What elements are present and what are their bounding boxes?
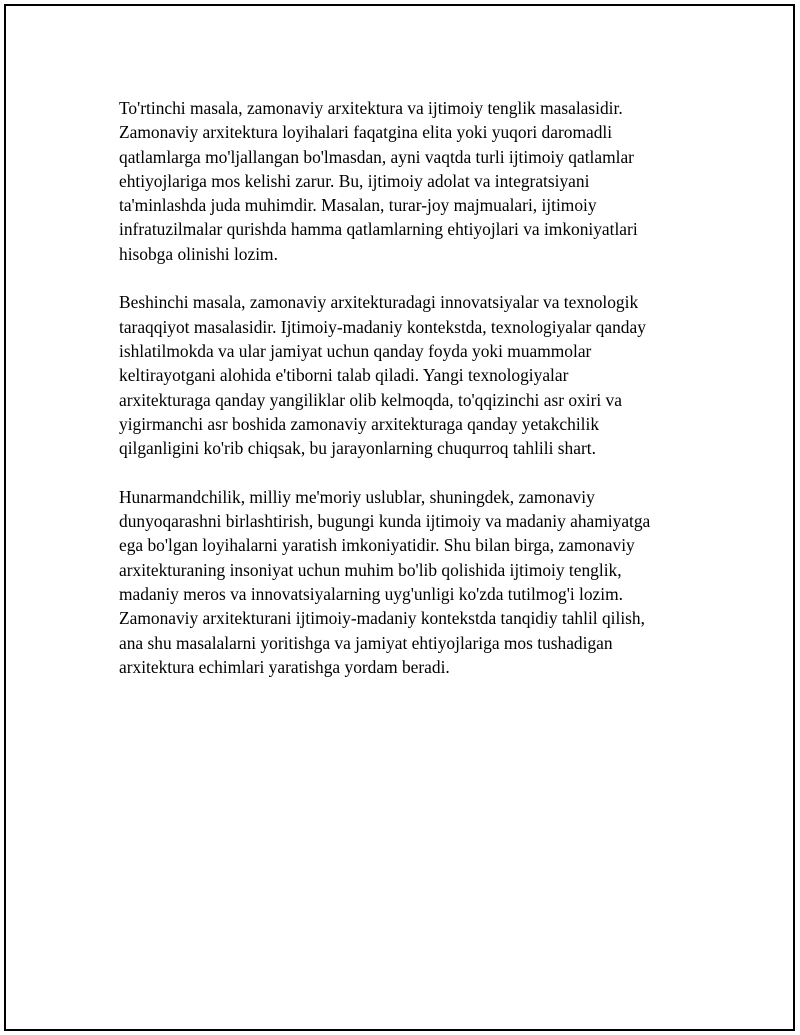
paragraph-2: Beshinchi masala, zamonaviy arxitekturadagi innovatsiyalar va texnologik taraqqiyot masalasidir. Ijtimoiy-madaniy kontekstda, texnologiyalar qanday ishlatilmokda va ular jamiyat uchun qanday foyda yoki muammolar keltirayotgani alohida e'tiborni talab qiladi. Yangi texnologiyalar arxitekturaga qanday yangiliklar olib kelmoqda, to'qqizinchi asr oxiri va yigirmanchi asr boshida zamonaviy arxitekturaga qanday yetakchilik qilganligini ko'rib chiqsak, bu jarayonlarning chuqurroq tahlili shart. (119, 292, 646, 459)
paragraph-3: Hunarmandchilik, milliy me'moriy uslublar, shuningdek, zamonaviy dunyoqarashni birlashtirish, bugungi kunda ijtimoiy va madaniy ahamiyatga ega bo'lgan loyihalarni yaratish imkoniyatidir. Shu bilan birga, zamonaviy arxitekturaning insoniyat uchun muhim bo'lib qolishida ijtimoiy tenglik, madaniy meros va innovatsiyalarning uyg'unligi ko'zda tutilmog'i lozim. Zamonaviy arxitekturani ijtimoiy-madaniy kontekstda tanqidiy tahlil qilish, ana shu masalalarni yoritishga va jamiyat ehtiyojlariga mos tushadigan arxitektura echimlari yaratishga yordam beradi. (119, 486, 651, 677)
paragraph-1: To'rtinchi masala, zamonaviy arxitektura va ijtimoiy tenglik masalasidir. Zamonaviy arxitektura loyihalari faqatgina elita yoki yuqori daromadli qatlamlarga mo'ljallangan bo'lmasdan, ayni vaqtda turli ijtimoiy qatlamlar ehtiyojlariga mos kelishi zarur. Bu, ijtimoiy adolat va integratsiyani ta'minlashda juda muhimdir. Masalan, turar-joy majmualari, ijtimoiy infratuzilmalar qurishda hamma qatlamlarning ehtiyojlari va imkoniyatlari hisobga olinishi lozim. (119, 98, 638, 264)
document-body (119, 96, 699, 703)
document-page (4, 4, 795, 1031)
